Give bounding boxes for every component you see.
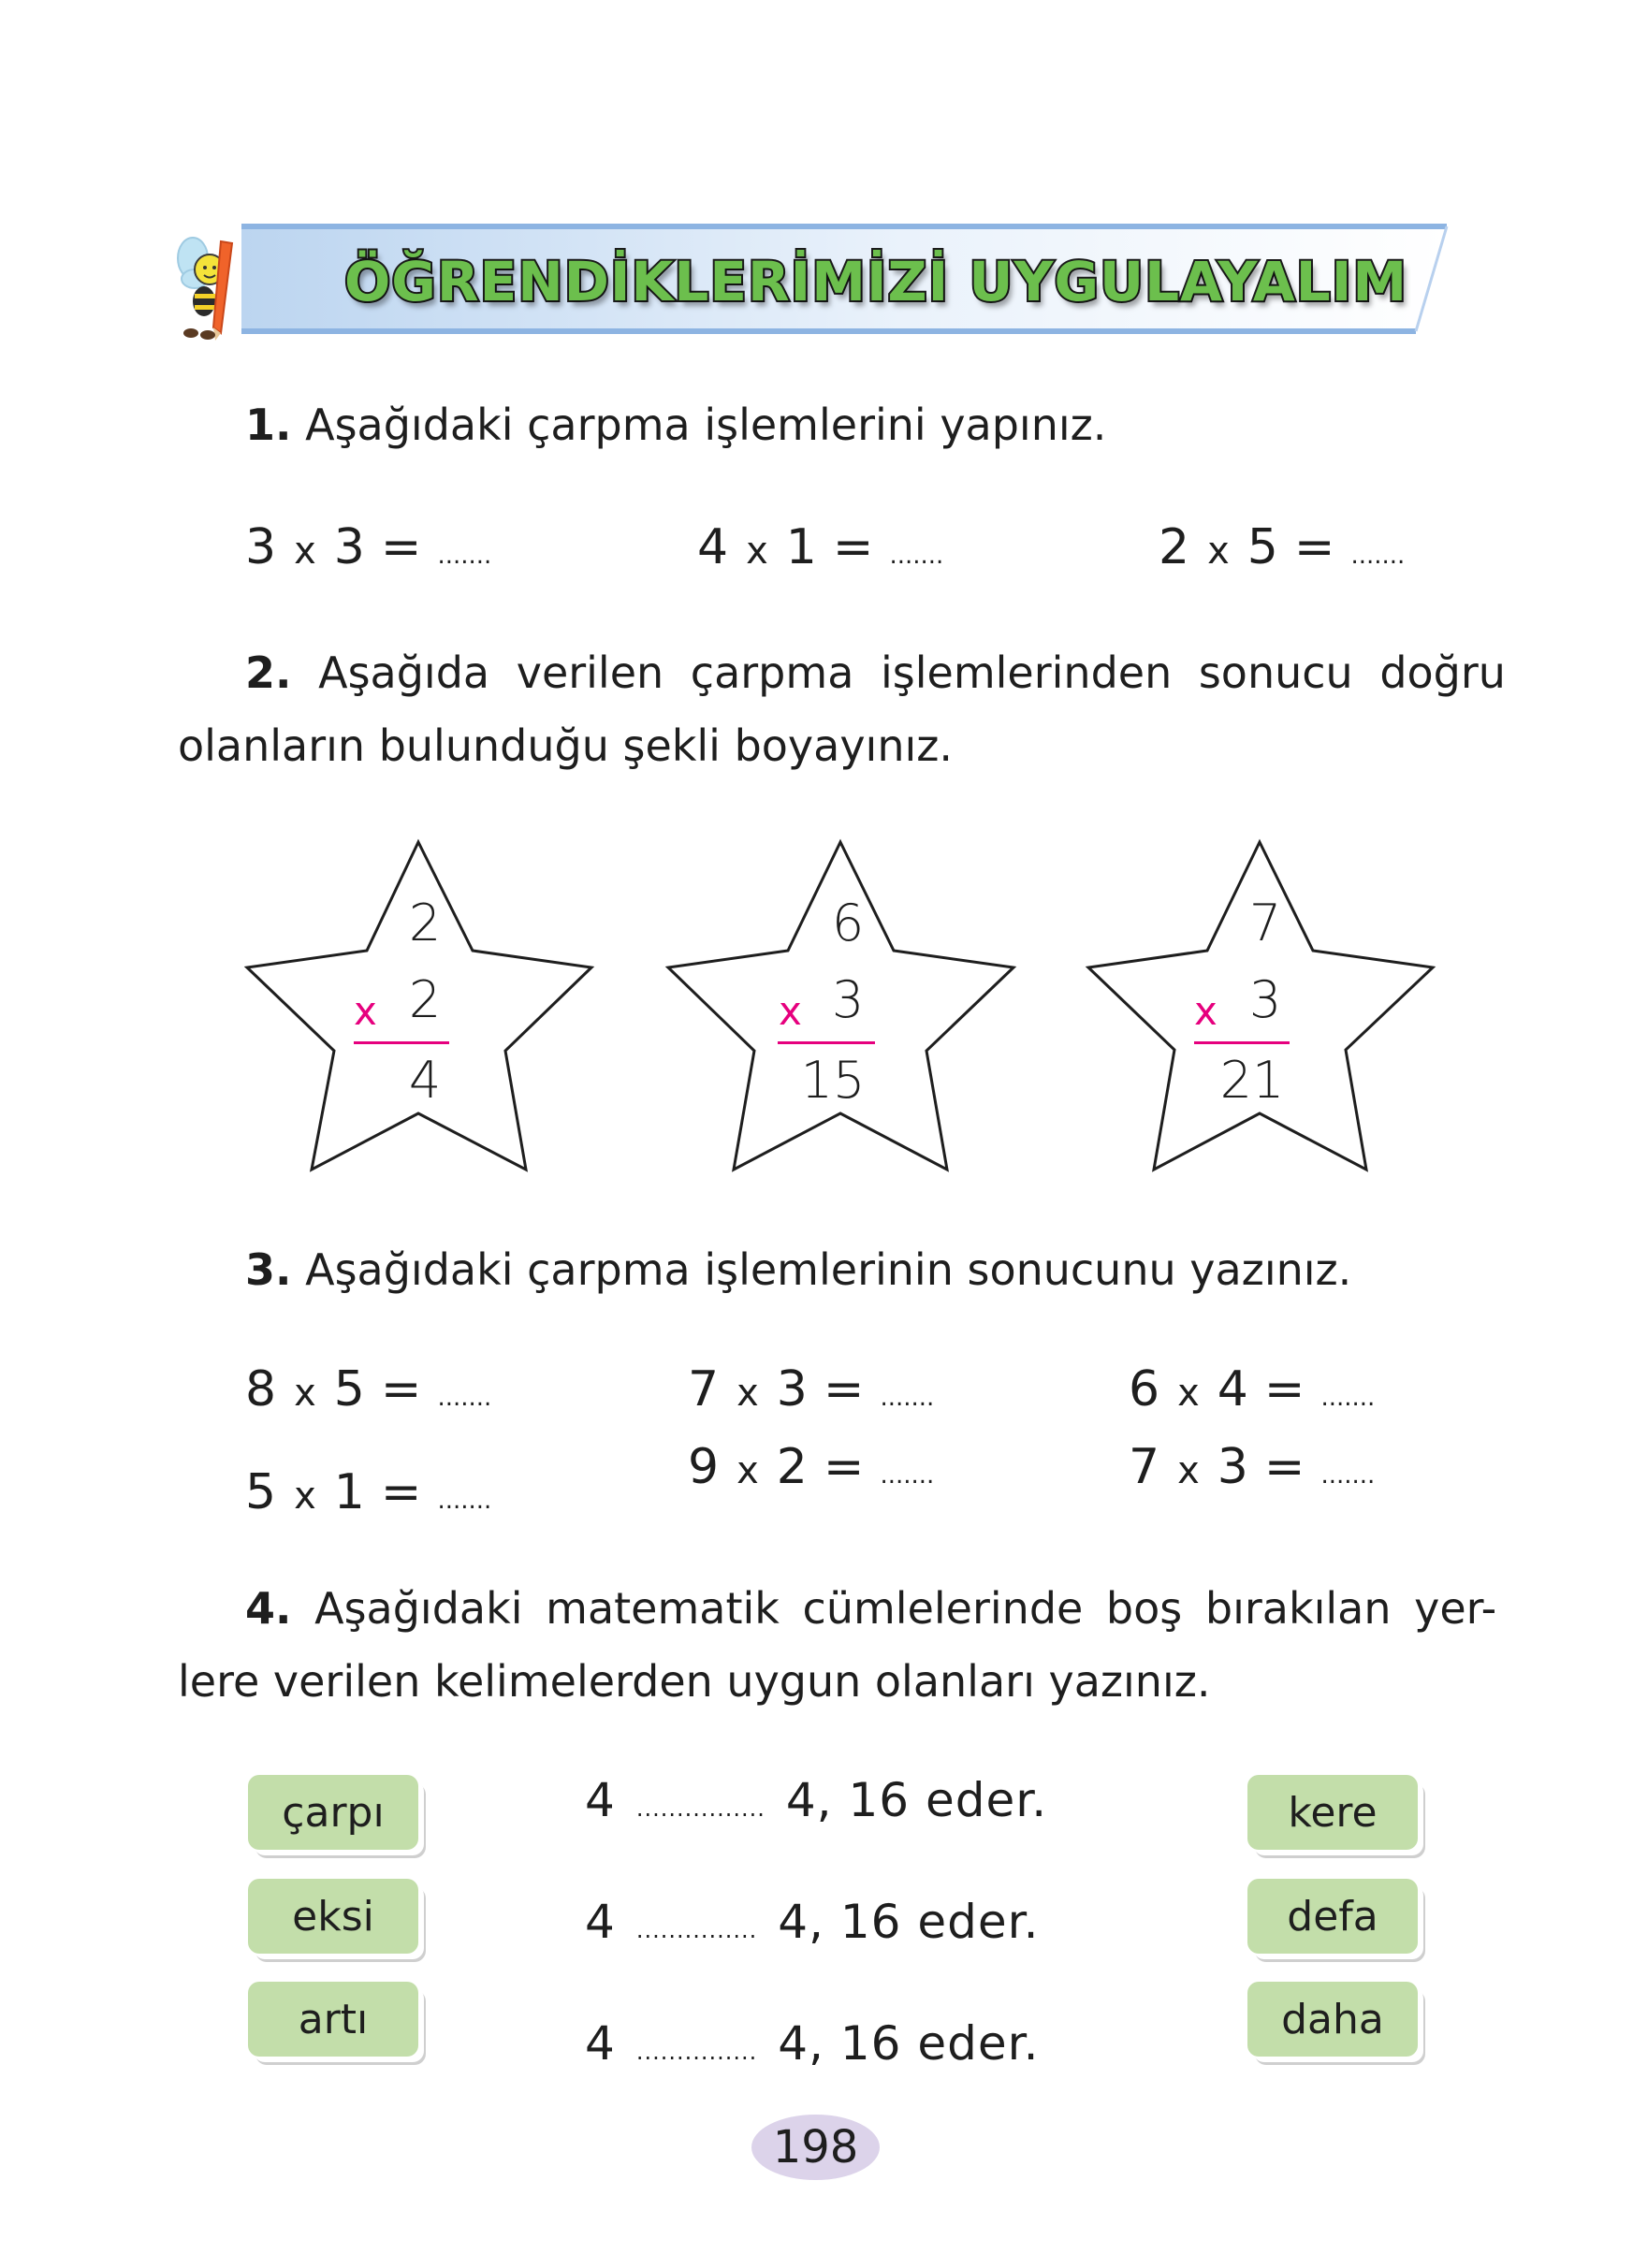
equation — [688, 1361, 934, 1418]
multiply-sign: x — [736, 1372, 760, 1415]
star-3-top: 7 — [1248, 894, 1282, 952]
star-2-result: 15 — [800, 1051, 866, 1110]
multiply-sign: x — [1177, 1372, 1201, 1415]
operand: 5 — [1247, 519, 1279, 575]
operand: 7 — [688, 1361, 721, 1418]
answer-blank[interactable]: ....... — [889, 542, 944, 570]
question-text: Aşağıdaki çarpma işlemlerini yapınız. — [305, 400, 1107, 450]
sentence-rest: 4, 16 eder. — [785, 1773, 1048, 1827]
answer-blank[interactable]: ....... — [437, 1384, 492, 1412]
multiply-sign: x — [736, 1449, 760, 1492]
page-number: 198 — [772, 2121, 859, 2174]
star-2-top: 6 — [831, 894, 865, 952]
question-number: 1. — [245, 400, 292, 450]
equation — [688, 1439, 934, 1495]
operand: 4 — [697, 519, 730, 575]
fill-in-sentence — [585, 2016, 1040, 2071]
question-text: Aşağıdaki çarpma işlemlerinin sonucunu yazınız. — [305, 1244, 1352, 1295]
operand: 9 — [688, 1439, 721, 1495]
operand: 5 — [333, 1361, 366, 1418]
question-text-line-1: Aşağıda verilen çarpma işlemlerinden sonucu doğru — [318, 647, 1506, 698]
sentence-start: 4 — [585, 2016, 616, 2071]
equals-sign: = — [380, 1464, 423, 1520]
equals-sign: = — [823, 1361, 866, 1418]
operand: 6 — [1129, 1361, 1161, 1418]
equals-sign: = — [832, 519, 875, 575]
fill-in-sentence — [585, 1773, 1047, 1827]
operand: 2 — [1159, 519, 1191, 575]
question-text-line-2: olanların bulunduğu şekli boyayınız. — [178, 720, 954, 771]
question-text-line-2: lere verilen kelimelerden uygun olanları yazınız. — [178, 1656, 1211, 1707]
sentence-blank[interactable]: ............... — [635, 2039, 758, 2065]
multiply-sign: x — [294, 530, 317, 573]
sentence-rest: 4, 16 eder. — [778, 2016, 1040, 2071]
answer-blank[interactable]: ....... — [437, 542, 492, 570]
operand: 5 — [245, 1464, 278, 1520]
equation — [245, 1464, 491, 1520]
multiply-sign: x — [746, 530, 769, 573]
multiply-sign: x — [1207, 530, 1231, 573]
operand: 4 — [1217, 1361, 1249, 1418]
word-option-arti[interactable]: artı — [248, 1982, 418, 2057]
operand: 8 — [245, 1361, 278, 1418]
page-number-badge — [751, 2115, 880, 2180]
question-number: 2. — [245, 647, 292, 698]
equals-sign: = — [1263, 1439, 1306, 1495]
operand: 3 — [776, 1361, 809, 1418]
sentence-start: 4 — [585, 1895, 616, 1949]
multiply-sign: x — [294, 1372, 317, 1415]
answer-blank[interactable]: ....... — [1320, 1461, 1376, 1490]
question-number: 4. — [245, 1583, 292, 1634]
word-option-defa[interactable]: defa — [1247, 1879, 1418, 1954]
star-2-result-line — [778, 1041, 875, 1044]
equals-sign: = — [1293, 519, 1336, 575]
question-number: 3. — [245, 1244, 292, 1295]
equals-sign: = — [1263, 1361, 1306, 1418]
star-3-result: 21 — [1219, 1051, 1285, 1110]
operand: 3 — [333, 519, 366, 575]
star-1-multiply-sign: x — [354, 988, 377, 1034]
question-3 — [245, 1233, 1351, 1306]
star-1-top: 2 — [408, 894, 442, 952]
sentence-blank[interactable]: ................ — [635, 1796, 765, 1822]
star-3-multiply-sign: x — [1194, 988, 1217, 1034]
sentence-start: 4 — [585, 1773, 616, 1827]
multiply-sign: x — [294, 1475, 317, 1518]
operand: 3 — [245, 519, 278, 575]
equation — [1129, 1361, 1375, 1418]
equals-sign: = — [823, 1439, 866, 1495]
question-4 — [245, 1572, 1496, 1645]
word-option-eksi[interactable]: eksi — [248, 1879, 418, 1954]
star-1-result: 4 — [408, 1051, 442, 1110]
operand: 7 — [1129, 1439, 1161, 1495]
operand: 3 — [1217, 1439, 1249, 1495]
star-3-result-line — [1194, 1041, 1290, 1044]
equals-sign: = — [380, 519, 423, 575]
operand: 2 — [776, 1439, 809, 1495]
sentence-rest: 4, 16 eder. — [778, 1895, 1040, 1949]
fill-in-sentence — [585, 1895, 1040, 1949]
word-option-kere[interactable]: kere — [1247, 1775, 1418, 1850]
star-2-bottom: 3 — [831, 970, 865, 1029]
answer-blank[interactable]: ....... — [1350, 542, 1406, 570]
star-3-bottom: 3 — [1248, 970, 1282, 1029]
question-text-line-1: Aşağıdaki matematik cümlelerinde boş bırakılan yer- — [314, 1583, 1497, 1634]
star-1-bottom: 2 — [408, 970, 442, 1029]
equals-sign: = — [380, 1361, 423, 1418]
multiply-sign: x — [1177, 1449, 1201, 1492]
equation — [1129, 1439, 1375, 1495]
page-title: ÖĞRENDİKLERİMİZİ UYGULAYALIM — [344, 250, 1408, 313]
operand: 1 — [785, 519, 818, 575]
equation — [245, 1361, 491, 1418]
star-1-result-line — [354, 1041, 449, 1044]
answer-blank[interactable]: ....... — [880, 1461, 935, 1490]
sentence-blank[interactable]: ............... — [635, 1917, 758, 1943]
word-option-carpi[interactable]: çarpı — [248, 1775, 418, 1850]
answer-blank[interactable]: ....... — [1320, 1384, 1376, 1412]
star-2-multiply-sign: x — [779, 988, 802, 1034]
word-option-daha[interactable]: daha — [1247, 1982, 1418, 2057]
answer-blank[interactable]: ....... — [880, 1384, 935, 1412]
operand: 1 — [333, 1464, 366, 1520]
question-4-continued — [178, 1645, 1211, 1718]
answer-blank[interactable]: ....... — [437, 1487, 492, 1515]
